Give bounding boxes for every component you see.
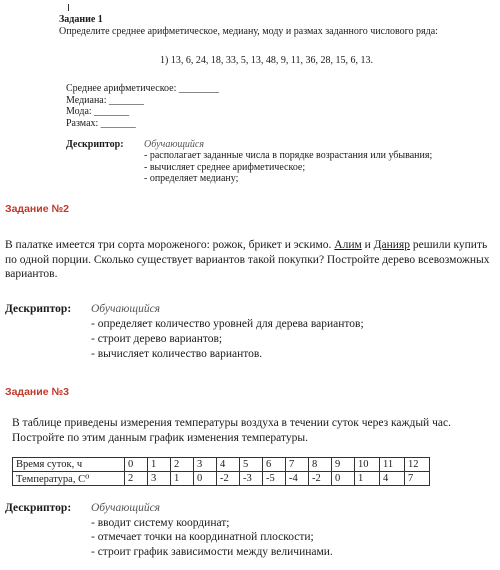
answer-range: Размах: _______ <box>66 117 136 129</box>
task1-number-series: 1) 13, 6, 24, 18, 33, 5, 13, 48, 9, 11, 36, 28, 15, 6, 13. <box>160 55 373 66</box>
table-cell: -5 <box>263 472 286 486</box>
temperature-table <box>12 457 430 486</box>
table-row <box>13 472 430 486</box>
task1-answer-blanks <box>66 83 219 129</box>
table-cell: 9 <box>332 458 355 472</box>
table-cell: 6 <box>263 458 286 472</box>
task2-text-part: и <box>361 239 374 251</box>
task1-descriptor <box>66 139 433 184</box>
answer-mean: Среднее арифметическое: ________ <box>66 83 219 94</box>
descriptor-label: Дескриптор: <box>66 139 124 150</box>
task3-text: В таблице приведены измерения температуры воздуха в течении суток через каждый час. Постройте по этим данным график изменения температуры. <box>12 417 451 444</box>
table-cell: 2 <box>125 472 148 486</box>
page-mark <box>68 4 69 11</box>
row-label-time: Время суток, ч <box>13 458 125 472</box>
descriptor-who: Обучающийся <box>91 502 161 514</box>
table-cell: 2 <box>171 458 194 472</box>
table-cell: 0 <box>194 472 217 486</box>
table-cell: 8 <box>309 458 332 472</box>
table-cell: -2 <box>217 472 240 486</box>
table-cell: 3 <box>148 472 171 486</box>
descriptor-item: - располагает заданные числа в порядке возрастания или убывания; <box>144 150 433 161</box>
descriptor-item: - строит дерево вариантов; <box>91 333 223 345</box>
table-cell: 7 <box>286 458 309 472</box>
table-cell: -2 <box>309 472 332 486</box>
descriptor-item: - вычисляет среднее арифметическое; <box>144 161 306 173</box>
table-cell: 7 <box>405 472 430 486</box>
table-cell: 0 <box>125 458 148 472</box>
table-cell: 0 <box>332 472 355 486</box>
task2-descriptor <box>5 302 364 360</box>
descriptor-who: Обучающийся <box>91 303 161 315</box>
row-label-temperature: Температура, С⁰ <box>13 472 125 486</box>
task2-text <box>5 238 497 282</box>
table-cell: 10 <box>355 458 380 472</box>
table-row <box>13 458 430 472</box>
table-cell: 5 <box>240 458 263 472</box>
task1-title: Задание 1 <box>59 14 103 25</box>
descriptor-label: Дескриптор: <box>5 303 72 315</box>
descriptor-label: Дескриптор: <box>5 502 72 514</box>
table-cell: 3 <box>194 458 217 472</box>
task2-name-daniyar: Данияр <box>373 239 410 251</box>
descriptor-item: - отмечает точки на координатной плоскости; <box>91 531 314 543</box>
descriptor-item: - вычисляет количество вариантов. <box>91 348 263 360</box>
table-cell: 11 <box>380 458 405 472</box>
descriptor-item: - вводит систему координат; <box>91 516 230 529</box>
table-cell: 1 <box>171 472 194 486</box>
task1-description: Определите среднее арифметическое, медиану, моду и размах заданного числового ряда: <box>59 26 438 37</box>
task3-descriptor <box>5 501 333 558</box>
answer-median: Медиана: _______ <box>66 94 145 106</box>
table-cell: 12 <box>405 458 430 472</box>
descriptor-item: - определяет количество уровней для дерева вариантов; <box>91 318 364 330</box>
answer-mode: Мода: _______ <box>66 106 130 117</box>
task2-name-alim: Алим <box>334 239 362 251</box>
table-cell: -3 <box>240 472 263 486</box>
table-cell: 4 <box>217 458 240 472</box>
descriptor-item: - определяет медиану; <box>144 173 239 184</box>
table-cell: 1 <box>355 472 380 486</box>
task2-heading: Задание №2 <box>5 203 70 215</box>
task2-text-part: В палатке имеется три сорта мороженого: рожок, брикет и эскимо. <box>5 239 335 251</box>
descriptor-who: Обучающийся <box>144 139 205 150</box>
table-cell: 4 <box>380 472 405 486</box>
task2-text-part: решили купить по одной порции. Сколько существует вариантов такой покупки? Постройте дерево всевозможных вариантов. <box>5 239 490 280</box>
descriptor-item: - строит график зависимости между величинами. <box>91 545 333 558</box>
table-cell: 1 <box>148 458 171 472</box>
task3-heading: Задание №3 <box>5 386 70 398</box>
table-cell: -4 <box>286 472 309 486</box>
